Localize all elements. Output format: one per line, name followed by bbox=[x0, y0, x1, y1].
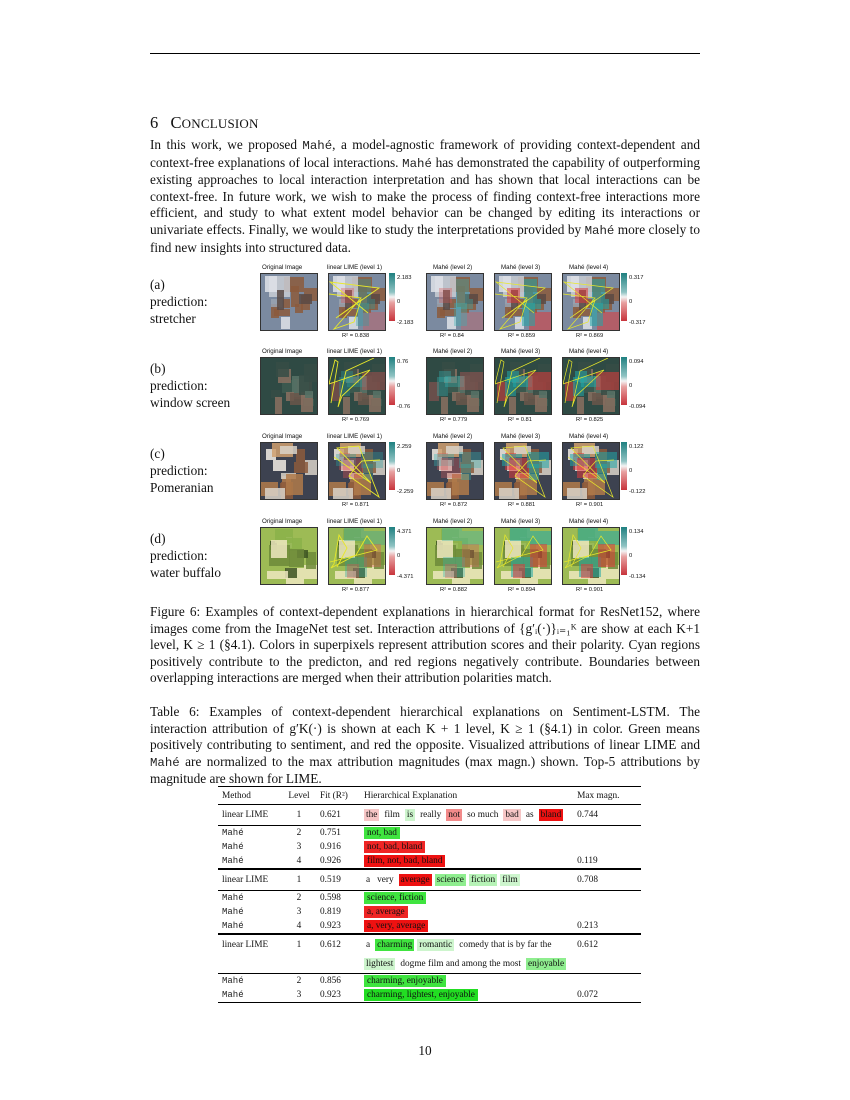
cell-level: 3 bbox=[296, 842, 302, 852]
image-column-header: Mahé (level 3) bbox=[501, 433, 541, 440]
table-6 bbox=[218, 786, 641, 1003]
explanation-token: romantic bbox=[419, 940, 453, 950]
explanation-token: fiction bbox=[470, 875, 496, 885]
cell-method: linear LIME bbox=[218, 869, 282, 891]
mahe-name: Mahé bbox=[222, 907, 244, 917]
row-prediction-label bbox=[150, 276, 260, 327]
col-header-explanation: Hierarchical Explanation bbox=[360, 787, 573, 805]
image-column-header: Mahé (level 4) bbox=[569, 348, 609, 355]
image-tile bbox=[328, 273, 386, 331]
row-label-line: water buffalo bbox=[150, 565, 222, 580]
cell-max-magn bbox=[573, 826, 641, 841]
r2-value: R² = 0.894 bbox=[508, 587, 536, 593]
table-caption bbox=[150, 704, 700, 788]
cell-method bbox=[218, 974, 282, 989]
image-column-header: Mahé (level 2) bbox=[433, 433, 473, 440]
mahe-name: Mahé bbox=[222, 976, 244, 986]
figure-row bbox=[150, 518, 700, 600]
tile-image bbox=[563, 443, 619, 499]
explanation-token: is bbox=[406, 810, 414, 820]
image-tile bbox=[426, 442, 484, 500]
mahe-colorbar-tick: -0.134 bbox=[629, 574, 646, 580]
mahe-colorbar-tick: 0.317 bbox=[629, 275, 644, 281]
table-caption-text-1: Table 6: Examples of context-dependent hierarchical explanations on Sentiment-LSTM. The interaction attribution of g′K(·) is shown at each K + 1 level, K ≥ 1 (§4.1) in color. Green means positively contributing to sentiment, and red the opposite. Visualized attributions of linear LIME and bbox=[150, 704, 700, 753]
table-row bbox=[218, 919, 641, 934]
mahe-colorbar-tick: 0 bbox=[629, 299, 633, 305]
tile-image bbox=[495, 443, 551, 499]
cell-level: 3 bbox=[296, 907, 302, 917]
image-column-header: Mahé (level 4) bbox=[569, 433, 609, 440]
table-row bbox=[218, 869, 641, 891]
mahe-colorbar-tick: -0.094 bbox=[629, 404, 646, 410]
explanation-token: bad bbox=[505, 810, 519, 820]
cell-fit: 0.926 bbox=[320, 856, 341, 866]
cell-fit: 0.751 bbox=[316, 826, 360, 841]
tile-image bbox=[563, 528, 619, 584]
cell-level: 1 bbox=[282, 934, 316, 955]
row-label-line: prediction: bbox=[150, 463, 208, 478]
mahe-name: Mahé bbox=[222, 828, 244, 838]
explanation-token: comedy that is by far the bbox=[459, 940, 552, 950]
section-heading bbox=[150, 113, 259, 133]
image-column-header: Original Image bbox=[262, 433, 303, 440]
cell-method bbox=[218, 919, 282, 934]
cell-max-magn: 0.708 bbox=[573, 869, 641, 891]
explanation-highlight: charming, enjoyable bbox=[364, 975, 446, 987]
tile-image bbox=[427, 443, 483, 499]
image-tile bbox=[260, 357, 318, 415]
image-column-header: Original Image bbox=[262, 348, 303, 355]
image-tile bbox=[328, 442, 386, 500]
lime-colorbar-tick: 0 bbox=[397, 383, 401, 389]
row-label-line: (b) bbox=[150, 361, 166, 376]
image-tile bbox=[494, 442, 552, 500]
table-row bbox=[218, 891, 641, 906]
cell-method bbox=[218, 988, 282, 1003]
explanation-highlight: a, very, average bbox=[364, 920, 428, 932]
lime-colorbar bbox=[389, 442, 395, 490]
mahe-name: Mahé bbox=[402, 156, 432, 171]
mahe-colorbar-tick: 0 bbox=[629, 468, 633, 474]
cell-method bbox=[218, 955, 282, 974]
table-row bbox=[218, 805, 641, 826]
image-column-header: Mahé (level 2) bbox=[433, 348, 473, 355]
table-row bbox=[218, 974, 641, 989]
r2-value: R² = 0.882 bbox=[440, 587, 468, 593]
cell-level: 3 bbox=[282, 988, 316, 1003]
image-column-header: Mahé (level 3) bbox=[501, 348, 541, 355]
section-title-rest: ONCLUSION bbox=[181, 116, 259, 131]
cell-explanation bbox=[360, 869, 573, 891]
r2-value: R² = 0.859 bbox=[508, 333, 536, 339]
figure-row bbox=[150, 433, 700, 515]
cell-method bbox=[218, 891, 282, 906]
image-tile bbox=[260, 273, 318, 331]
col-header-method: Method bbox=[218, 787, 282, 805]
cell-level bbox=[282, 955, 316, 974]
tile-image bbox=[495, 358, 551, 414]
explanation-token: a bbox=[366, 875, 371, 885]
conclusion-paragraph bbox=[150, 137, 700, 256]
explanation-token: science bbox=[436, 875, 464, 885]
image-tile bbox=[562, 442, 620, 500]
explanation-highlight: not, bad bbox=[364, 827, 400, 839]
col-header-max-magn: Max magn. bbox=[573, 787, 641, 805]
cell-max-magn bbox=[573, 974, 641, 989]
tile-image bbox=[261, 443, 317, 499]
explanation-highlight: film, not, bad, bland bbox=[364, 855, 445, 867]
cell-method: linear LIME bbox=[218, 934, 282, 955]
figure-caption: Figure 6: Examples of context-dependent explanations in hierarchical format for ResNet152, where images come from the ImageNet test set. Interaction attributions of {g′ᵢ(·)}ᵢ₌₁ᴷ are show at each K+1 level, K ≥ 1 (§4.1). Colors in superpixels represent attribution scores and their polarity. Cyan regions positively contribute to the predicton, and red regions negatively contribute. Boundaries between overlapping interactions are merged when their attribution polarities match. bbox=[150, 604, 700, 686]
mahe-colorbar-tick: 0.134 bbox=[629, 529, 644, 535]
col-header-level: Level bbox=[282, 787, 316, 805]
cell-explanation bbox=[360, 905, 573, 919]
cell-explanation bbox=[360, 826, 573, 841]
col-header-fit: Fit (R²) bbox=[316, 787, 360, 805]
tile-image bbox=[329, 358, 385, 414]
mahe-colorbar-tick: 0.094 bbox=[629, 359, 644, 365]
cell-fit: 0.519 bbox=[316, 869, 360, 891]
row-label-line: (c) bbox=[150, 446, 165, 461]
lime-colorbar-tick: 0 bbox=[397, 299, 401, 305]
tile-image bbox=[329, 443, 385, 499]
cell-method bbox=[218, 905, 282, 919]
explanation-token: charming bbox=[377, 940, 413, 950]
cell-method bbox=[218, 826, 282, 841]
table-row bbox=[218, 826, 641, 841]
explanation-token: film bbox=[502, 875, 518, 885]
image-tile bbox=[328, 527, 386, 585]
tile-image bbox=[329, 528, 385, 584]
cell-method bbox=[218, 854, 282, 869]
cell-method bbox=[218, 840, 282, 854]
cell-level: 4 bbox=[296, 921, 302, 931]
lime-colorbar-tick: -0.76 bbox=[397, 404, 411, 410]
mahe-name: Mahé bbox=[222, 990, 244, 1000]
r2-value: R² = 0.769 bbox=[342, 417, 370, 423]
image-column-header: linear LIME (level 1) bbox=[327, 348, 383, 355]
row-label-line: Pomeranian bbox=[150, 480, 214, 495]
mahe-colorbar-tick: 0.122 bbox=[629, 444, 644, 450]
conclusion-text-3: has demonstrated the capability of outperforming existing approaches to local interaction interpretation and has shown that local interactions can be context-free. In future work, we wish to make the process of finding context-free interactions more efficient, and study to what extent model behavior can be changed by editing its interactions or univariate effects. Finally, we would like to study the interpretations provided by bbox=[150, 154, 700, 237]
tile-image bbox=[261, 274, 317, 330]
cell-max-magn: 0.213 bbox=[577, 921, 599, 931]
image-tile bbox=[562, 273, 620, 331]
row-prediction-label bbox=[150, 360, 260, 411]
cell-explanation bbox=[360, 840, 573, 854]
image-tile bbox=[494, 357, 552, 415]
image-tile bbox=[260, 527, 318, 585]
row-label-line: prediction: bbox=[150, 378, 208, 393]
explanation-token: bland bbox=[540, 810, 562, 820]
image-tile bbox=[562, 357, 620, 415]
image-tile bbox=[426, 357, 484, 415]
cell-explanation bbox=[360, 919, 573, 934]
lime-colorbar bbox=[389, 273, 395, 321]
tile-image bbox=[427, 358, 483, 414]
mahe-name: Mahé bbox=[222, 842, 244, 852]
image-tile bbox=[260, 442, 318, 500]
mahe-name: Mahé bbox=[222, 856, 244, 866]
explanation-highlight: not, bad, bland bbox=[364, 841, 425, 853]
mahe-colorbar bbox=[621, 442, 627, 490]
cell-fit: 0.612 bbox=[316, 934, 360, 955]
cell-max-magn bbox=[573, 955, 641, 974]
page-number: 10 bbox=[418, 1043, 432, 1058]
table-row bbox=[218, 840, 641, 854]
r2-value: R² = 0.881 bbox=[508, 502, 536, 508]
cell-explanation bbox=[360, 805, 573, 826]
explanation-token: average bbox=[400, 875, 430, 885]
tile-image bbox=[427, 528, 483, 584]
lime-colorbar-tick: 2.259 bbox=[397, 444, 412, 450]
mahe-colorbar-tick: 0 bbox=[629, 553, 633, 559]
cell-max-magn bbox=[573, 840, 641, 854]
cell-fit: 0.856 bbox=[316, 974, 360, 989]
mahe-colorbar bbox=[621, 527, 627, 575]
row-prediction-label bbox=[150, 530, 260, 581]
cell-level: 1 bbox=[296, 810, 302, 820]
mahe-colorbar-tick: -0.317 bbox=[629, 320, 646, 326]
lime-colorbar-tick: 2.183 bbox=[397, 275, 412, 281]
row-label-line: (a) bbox=[150, 277, 165, 292]
image-column-header: linear LIME (level 1) bbox=[327, 433, 383, 440]
explanation-token: lightest bbox=[366, 959, 394, 969]
tile-image bbox=[563, 358, 619, 414]
mahe-colorbar-tick: -0.122 bbox=[629, 489, 646, 495]
explanation-token: as bbox=[525, 810, 534, 820]
mahe-colorbar bbox=[621, 357, 627, 405]
lime-colorbar-tick: 4.371 bbox=[397, 529, 412, 535]
mahe-colorbar-tick: 0 bbox=[629, 383, 633, 389]
tile-image bbox=[329, 274, 385, 330]
mahe-name: Mahé bbox=[584, 223, 615, 238]
r2-value: R² = 0.779 bbox=[440, 417, 468, 423]
explanation-token: dogme film and among the most bbox=[400, 959, 521, 969]
table-row bbox=[218, 905, 641, 919]
explanation-highlight: a, average bbox=[364, 906, 408, 918]
row-label-line: (d) bbox=[150, 531, 166, 546]
cell-max-magn bbox=[573, 891, 641, 906]
cell-explanation bbox=[360, 854, 573, 869]
cell-max-magn: 0.744 bbox=[577, 810, 599, 820]
r2-value: R² = 0.838 bbox=[342, 333, 370, 339]
cell-level: 2 bbox=[282, 974, 316, 989]
explanation-token: really bbox=[420, 810, 442, 820]
mahe-name: Mahé bbox=[302, 139, 333, 153]
lime-colorbar-tick: -4.371 bbox=[397, 574, 414, 580]
mahe-name: Mahé bbox=[222, 921, 244, 931]
explanation-token: very bbox=[377, 875, 394, 885]
tile-image bbox=[427, 274, 483, 330]
image-column-header: Mahé (level 3) bbox=[501, 264, 541, 271]
r2-value: R² = 0.872 bbox=[440, 502, 468, 508]
image-column-header: Original Image bbox=[262, 518, 303, 525]
r2-value: R² = 0.81 bbox=[508, 417, 533, 423]
image-column-header: Mahé (level 4) bbox=[569, 264, 609, 271]
image-tile bbox=[494, 527, 552, 585]
tile-image bbox=[495, 528, 551, 584]
row-label-line: prediction: bbox=[150, 294, 208, 309]
lime-colorbar-tick: 0 bbox=[397, 553, 401, 559]
cell-fit: 0.923 bbox=[320, 921, 341, 931]
r2-value: R² = 0.901 bbox=[576, 587, 604, 593]
cell-fit: 0.819 bbox=[320, 907, 341, 917]
cell-explanation bbox=[360, 974, 573, 989]
header-rule bbox=[150, 53, 700, 54]
lime-colorbar bbox=[389, 527, 395, 575]
cell-level: 4 bbox=[296, 856, 302, 866]
r2-value: R² = 0.877 bbox=[342, 587, 370, 593]
figure-row bbox=[150, 264, 700, 346]
table-row bbox=[218, 934, 641, 955]
cell-max-magn: 0.072 bbox=[573, 988, 641, 1003]
cell-fit: 0.621 bbox=[320, 810, 341, 820]
table-caption-text-2: are normalized to the max attribution magnitudes (max magn.) shown. Top-5 attributions by magnitude are shown for LIME. bbox=[150, 753, 700, 787]
image-tile bbox=[494, 273, 552, 331]
r2-value: R² = 0.871 bbox=[342, 502, 370, 508]
lime-colorbar-tick: 0 bbox=[397, 468, 401, 474]
lime-colorbar-tick: -2.259 bbox=[397, 489, 414, 495]
cell-level: 2 bbox=[282, 826, 316, 841]
cell-fit: 0.923 bbox=[316, 988, 360, 1003]
image-column-header: Original Image bbox=[262, 264, 303, 271]
cell-fit bbox=[316, 955, 360, 974]
explanation-token: enjoyable bbox=[527, 959, 565, 969]
lime-colorbar-tick: 0.76 bbox=[397, 359, 409, 365]
image-tile bbox=[426, 527, 484, 585]
explanation-token: the bbox=[366, 810, 378, 820]
cell-explanation bbox=[360, 934, 573, 955]
cell-explanation bbox=[360, 988, 573, 1003]
image-column-header: Mahé (level 3) bbox=[501, 518, 541, 525]
cell-explanation bbox=[360, 955, 573, 974]
lime-colorbar bbox=[389, 357, 395, 405]
figure-row bbox=[150, 348, 700, 430]
explanation-token: a bbox=[366, 940, 371, 950]
cell-fit: 0.916 bbox=[320, 842, 341, 852]
row-prediction-label bbox=[150, 445, 260, 496]
row-label-line: stretcher bbox=[150, 311, 196, 326]
mahe-colorbar bbox=[621, 273, 627, 321]
mahe-name: Mahé bbox=[222, 893, 244, 903]
explanation-token: not bbox=[448, 810, 461, 820]
section-number: 6 bbox=[150, 113, 159, 132]
image-column-header: linear LIME (level 1) bbox=[327, 518, 383, 525]
r2-value: R² = 0.84 bbox=[440, 333, 465, 339]
tile-image bbox=[495, 274, 551, 330]
row-label-line: prediction: bbox=[150, 548, 208, 563]
cell-max-magn: 0.119 bbox=[577, 856, 598, 866]
conclusion-text-4: more closely to find new insights into structured data. bbox=[150, 221, 701, 255]
conclusion-text-2: , a model-agnostic framework of providing context-dependent and context-free explanations of local interactions. bbox=[150, 137, 701, 170]
image-tile bbox=[426, 273, 484, 331]
cell-max-magn bbox=[573, 905, 641, 919]
r2-value: R² = 0.869 bbox=[576, 333, 604, 339]
tile-image bbox=[563, 274, 619, 330]
image-tile bbox=[562, 527, 620, 585]
table-row bbox=[218, 955, 641, 974]
section-title-initial: C bbox=[170, 113, 182, 132]
cell-max-magn: 0.612 bbox=[573, 934, 641, 955]
cell-fit: 0.598 bbox=[316, 891, 360, 906]
image-column-header: Mahé (level 2) bbox=[433, 264, 473, 271]
cell-explanation bbox=[360, 891, 573, 906]
mahe-name: Mahé bbox=[150, 755, 180, 770]
tile-image bbox=[261, 358, 317, 414]
image-column-header: Mahé (level 4) bbox=[569, 518, 609, 525]
image-column-header: linear LIME (level 1) bbox=[327, 264, 383, 271]
conclusion-text-1: In this work, we proposed bbox=[150, 137, 303, 152]
table-row bbox=[218, 988, 641, 1003]
cell-level: 2 bbox=[282, 891, 316, 906]
image-tile bbox=[328, 357, 386, 415]
image-column-header: Mahé (level 2) bbox=[433, 518, 473, 525]
tile-image bbox=[261, 528, 317, 584]
explanation-highlight: science, fiction bbox=[364, 892, 426, 904]
explanation-token: so much bbox=[467, 810, 499, 820]
lime-colorbar-tick: -2.183 bbox=[397, 320, 414, 326]
explanation-highlight: charming, lightest, enjoyable bbox=[364, 989, 478, 1001]
r2-value: R² = 0.825 bbox=[576, 417, 604, 423]
r2-value: R² = 0.901 bbox=[576, 502, 604, 508]
cell-method: linear LIME bbox=[222, 810, 269, 820]
explanation-token: film bbox=[384, 810, 400, 820]
cell-level: 1 bbox=[282, 869, 316, 891]
table-row bbox=[218, 854, 641, 869]
row-label-line: window screen bbox=[150, 395, 231, 410]
